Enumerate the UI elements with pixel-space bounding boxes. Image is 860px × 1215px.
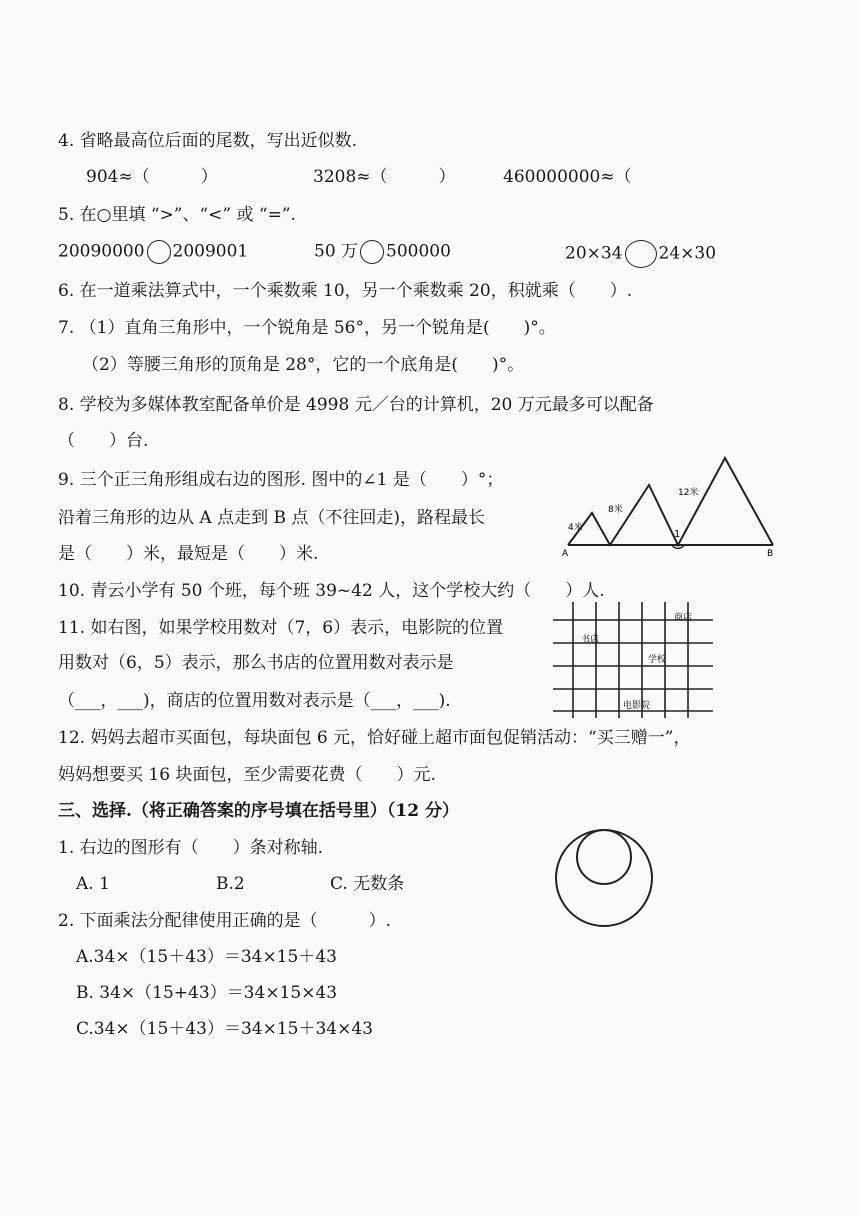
section-3-heading: 三、选择.（将正确答案的序号填在括号里）（12 分） — [58, 801, 459, 821]
q8-line2: （ ）台. — [58, 431, 149, 451]
q5-title: 5. 在○里填 “>”、“<” 或 “=”. — [58, 205, 296, 225]
position-grid — [553, 600, 713, 720]
q8-line1: 8. 学校为多媒体教室配备单价是 4998 元／台的计算机，20 万元最多可以配备 — [58, 395, 654, 415]
q11-line2: 用数对（6，5）表示，那么书店的位置用数对表示是 — [58, 653, 454, 673]
grid-bookstore: 书店 — [581, 635, 600, 645]
compare-circle-a[interactable] — [147, 240, 171, 264]
s2-option-b[interactable]: B. 34×（15+43）＝34×15×43 — [76, 983, 338, 1003]
s2-option-c[interactable]: C.34×（15＋43）＝34×15＋34×43 — [76, 1019, 373, 1039]
s1-stem: 1. 右边的图形有（ ）条对称轴. — [58, 838, 324, 858]
fig-side-3: 12米 — [678, 488, 699, 498]
s2-stem: 2. 下面乘法分配律使用正确的是（ ）. — [58, 911, 392, 931]
compare-circle-c[interactable] — [625, 240, 657, 268]
q11-line3: （___，___)，商店的位置用数对表示是（___，___). — [58, 691, 451, 711]
triangle-outline — [568, 458, 773, 545]
fig-label-b: B — [767, 549, 774, 559]
q10: 10. 青云小学有 50 个班，每个班 39~42 人，这个学校大约（ ）人. — [58, 581, 605, 601]
grid-shop: 商店 — [674, 613, 693, 623]
grid-cinema: 电影院 — [623, 701, 651, 711]
triangle-figure — [560, 450, 790, 560]
q12-line2: 妈妈想要买 16 块面包，至少需要花费（ ）元. — [58, 765, 436, 785]
q5-b-right: 500000 — [386, 241, 451, 262]
q9-line3: 是（ ）米，最短是（ ）米. — [58, 544, 319, 564]
q5-b-left: 50 万 — [314, 241, 359, 262]
q4-title: 4. 省略最高位后面的尾数，写出近似数. — [58, 131, 358, 151]
s1-option-a[interactable]: A. 1 — [76, 874, 110, 894]
s1-option-c[interactable]: C. 无数条 — [330, 874, 405, 894]
grid-school: 学校 — [648, 655, 667, 665]
q9-line1: 9. 三个正三角形组成右边的图形. 图中的∠1 是（ ）°； — [58, 470, 504, 490]
q5-compare-a — [58, 240, 248, 264]
q5-a-right: 2009001 — [172, 241, 249, 262]
q5-a-left: 20090000 — [58, 241, 145, 262]
q6: 6. 在一道乘法算式中，一个乘数乘 10，另一个乘数乘 20，积就乘（ ）. — [58, 281, 633, 301]
s2-option-a[interactable]: A.34×（15＋43）＝34×15＋43 — [76, 947, 337, 967]
q7-a: 7. （1）直角三角形中，一个锐角是 56°，另一个锐角是( )°。 — [58, 318, 556, 338]
q9-line2: 沿着三角形的边从 A 点走到 B 点（不往回走)，路程最长 — [58, 508, 486, 528]
inner-circle — [577, 830, 631, 884]
compare-circle-b[interactable] — [360, 240, 384, 264]
q5-c-right: 24×30 — [658, 243, 717, 264]
q5-compare-b — [314, 240, 451, 264]
outer-circle — [556, 830, 652, 926]
q7-b: （2）等腰三角形的顶角是 28°，它的一个底角是( )°。 — [82, 355, 525, 375]
q4-item-2: 3208≈（ ） — [313, 167, 456, 187]
q4-item-1: 904≈（ ） — [86, 167, 218, 187]
circles-figure — [550, 828, 660, 928]
q11-line1: 11. 如右图，如果学校用数对（7，6）表示，电影院的位置 — [58, 618, 504, 638]
q5-compare-c — [565, 240, 716, 268]
fig-angle-label: 1 — [674, 529, 681, 540]
s1-option-b[interactable]: B.2 — [216, 874, 245, 894]
fig-side-2: 8米 — [608, 505, 623, 515]
q4-item-3: 460000000≈（ — [503, 167, 632, 187]
q12-line1: 12. 妈妈去超市买面包，每块面包 6 元，恰好碰上超市面包促销活动：“买三赠一”， — [58, 728, 691, 748]
fig-label-a: A — [562, 549, 569, 559]
q5-c-left: 20×34 — [565, 243, 623, 264]
fig-side-1: 4米 — [568, 523, 583, 533]
